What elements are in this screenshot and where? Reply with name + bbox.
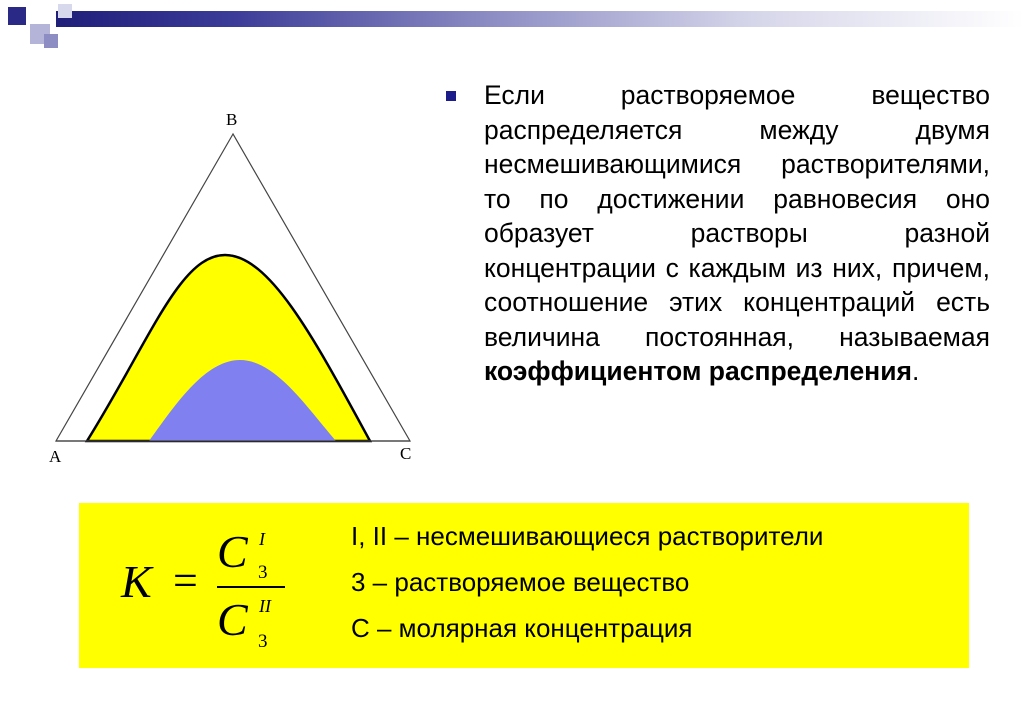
legend-item: С – молярная концентрация (351, 613, 693, 643)
numerator-superscript: I (259, 529, 265, 549)
definition-text (484, 78, 990, 389)
legend-item: I, II – несмешивающиеся растворители (351, 521, 824, 551)
bullet-square-icon (446, 91, 456, 101)
decorative-square (8, 7, 26, 25)
fraction-bar (217, 586, 285, 588)
decorative-square (44, 34, 58, 48)
decorative-square (58, 4, 72, 18)
triangle-svg (40, 105, 430, 465)
formula-legend (351, 513, 823, 651)
definition-term: коэффициентом распределения (484, 356, 912, 386)
definition-body: Если растворяемое вещество распределяется между двумя несмешивающимися растворителями, то по достижении равновесия оно образует растворы разной концентрации с каждым из них, причем, соотношение этих концентраций есть величина постоянная, называемая (484, 80, 990, 352)
formula-denominator: C (217, 594, 248, 645)
vertex-label-c: C (400, 444, 412, 463)
formula-equals: = (173, 556, 198, 605)
vertex-label-a: A (49, 447, 62, 466)
formula-lhs: K (121, 556, 152, 607)
ternary-phase-diagram (40, 105, 430, 465)
vertex-label-b: B (226, 110, 238, 129)
definition-tail: . (911, 356, 920, 386)
formula-box (79, 503, 969, 668)
header-gradient-bar (56, 11, 1024, 27)
formula-numerator: C (217, 526, 248, 577)
partition-coefficient-formula (121, 525, 341, 655)
denominator-superscript: II (259, 596, 271, 616)
legend-item: 3 – растворяемое вещество (351, 567, 690, 597)
definition-bullet (446, 78, 990, 389)
numerator-subscript: 3 (258, 562, 268, 583)
denominator-subscript: 3 (258, 631, 268, 652)
